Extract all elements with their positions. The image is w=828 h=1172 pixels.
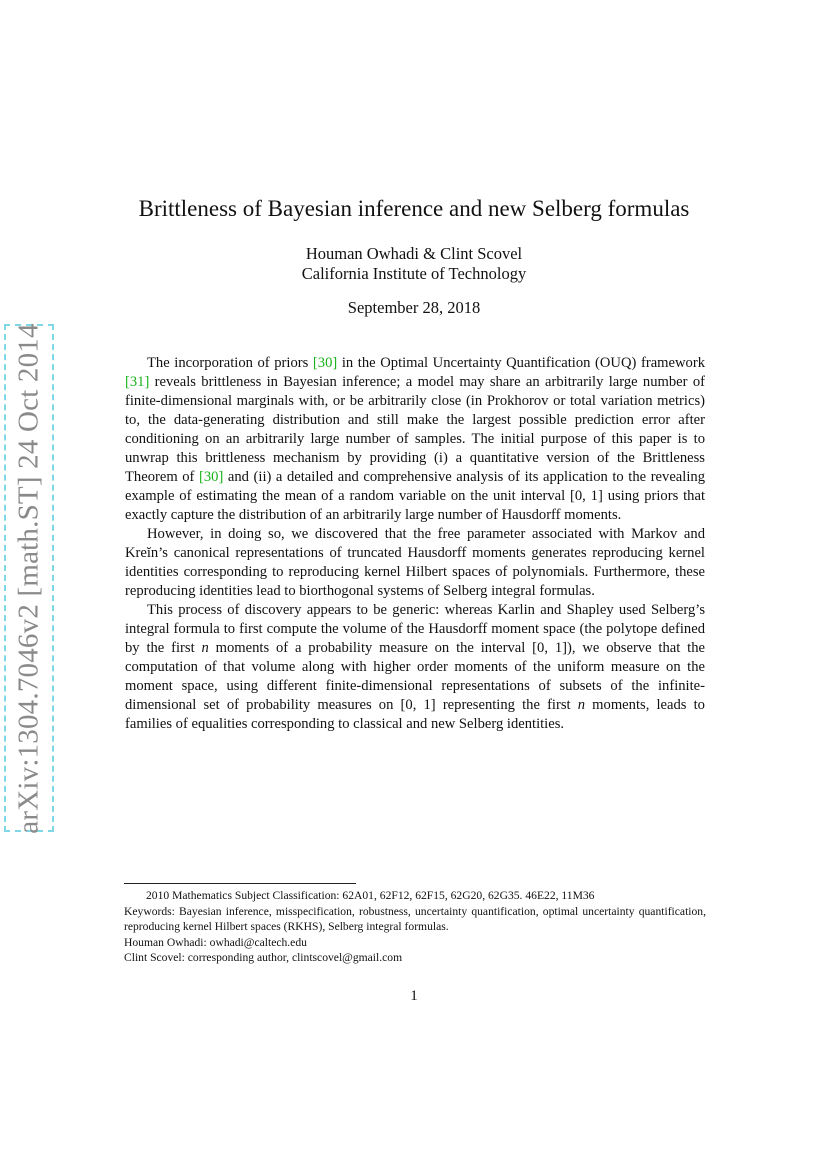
paper-authors: Houman Owhadi & Clint Scovel (305, 244, 523, 263)
paper-title: Brittleness of Bayesian inference and new Selberg formulas (138, 196, 690, 221)
footnote-rule (124, 883, 356, 884)
abstract-text: and (ii) a detailed and comprehensive analysis of its application to the revealing example of estimating the mean of a random variable on the unit interval [0, 1] using priors that exactly capture the distribution of an arbitrarily large number of Hausdorff moments. (125, 469, 705, 523)
math-variable-n: n (201, 640, 209, 656)
arxiv-identifier: arXiv:1304.7046v2 [math.ST] 24 Oct 2014 (12, 322, 45, 834)
abstract-text: in the Optimal Uncertainty Quantification (OUQ) framework (337, 355, 705, 371)
citation-link-30[interactable]: [30] (312, 355, 338, 371)
citation-link-31[interactable]: [31] (125, 374, 150, 390)
footnote-owhadi-email: Houman Owhadi: owhadi@caltech.edu (124, 935, 307, 949)
abstract-text: moments of a probability measure on the interval [0, 1]), we observe that the computation of that volume along with higher order moments of the uniform measure on the moment space, using different finite-dimensional representations of subsets of the infinite-dimensional set of probability measures on [0, 1] representing the first (125, 640, 705, 713)
arxiv-sidebar-stamp (4, 324, 54, 832)
footnote-scovel-email: Clint Scovel: corresponding author, clintscovel@gmail.com (124, 951, 403, 964)
abstract (125, 354, 705, 734)
abstract-text: reveals brittleness in Bayesian inference; a model may share an arbitrarily large number of finite-dimensional marginals with, or be arbitrarily close (in Prokhorov or total variation metrics) to, the data-generating distribution and still make the largest possible prediction error after conditioning on an arbitrarily large number of samples. The initial purpose of this paper is to unwrap this brittleness mechanism by providing (i) a quantitative version of the Brittleness Theorem of (125, 374, 705, 485)
paper-affiliation: California Institute of Technology (301, 264, 527, 283)
abstract-text: moments, leads to families of equalities corresponding to classical and new Selberg identities. (125, 697, 705, 732)
math-variable-n: n (577, 697, 586, 713)
abstract-paragraph-1 (125, 354, 705, 525)
footnote-msc: 2010 Mathematics Subject Classification: 62A01, 62F12, 62F15, 62G20, 62G35. 46E22, 11M36 (146, 889, 595, 902)
footnote-keywords: Keywords: Bayesian inference, misspecification, robustness, uncertainty quantification, optimal uncertainty quantification, reproducing kernel Hilbert spaces (RKHS), Selberg integral formulas. (124, 904, 706, 933)
citation-link-30-second[interactable]: [30] (198, 469, 224, 485)
footnotes (124, 888, 706, 966)
paper-date: September 28, 2018 (347, 298, 481, 317)
abstract-text: This process of discovery appears to be generic: whereas Karlin and Shapley used Selberg’s integral formula to first compute the volume of the Hausdorff moment space (the polytope defined by the first (125, 602, 705, 656)
abstract-paragraph-3 (125, 601, 705, 734)
abstract-text: The incorporation of priors (147, 355, 313, 371)
page-number: 1 (410, 988, 418, 1004)
abstract-paragraph-2: However, in doing so, we discovered that the free parameter associated with Markov and Kreĭn’s canonical representations of truncated Hausdorff moments generates reproducing kernel identities corresponding to reproducing kernel Hilbert spaces of polynomials. Furthermore, these reproducing identities lead to biorthogonal systems of Selberg integral formulas. (125, 526, 705, 599)
